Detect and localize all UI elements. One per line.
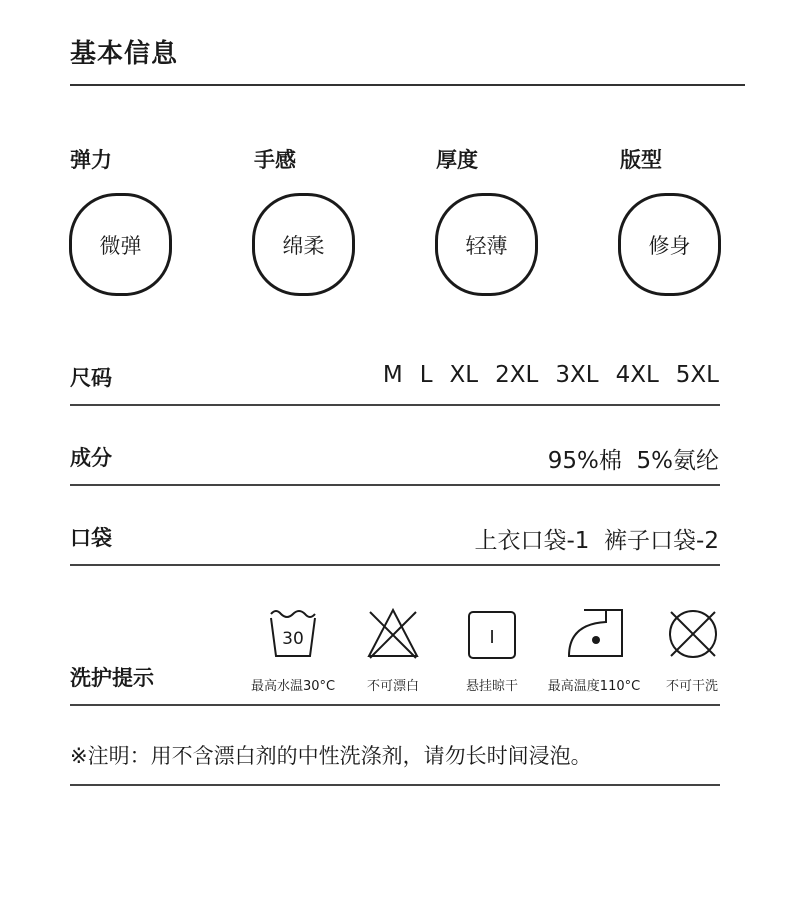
attr-value-text: 轻薄 [465,233,508,258]
attr-label-feel: 手感 [254,148,296,172]
pockets-value: 上衣口袋-1 裤子口袋-2 [474,528,719,554]
size-option: 2XL [495,362,539,388]
section-title: 基本信息 [70,39,179,69]
attr-value-elasticity [69,193,172,296]
attr-value-text: 修身 [648,233,691,258]
row-divider [70,484,720,486]
size-option: L [419,362,433,388]
care-label: 洗护提示 [70,666,154,690]
care-note: ※注明：用不含漂白剂的中性洗涤剂，请勿长时间浸泡。 [70,744,592,768]
wash-30-icon [268,606,318,658]
hang-dry-shade-icon [467,610,517,660]
size-option: 4XL [615,362,659,388]
composition-label: 成分 [70,446,112,470]
care-caption: 最高温度110°C [547,679,641,694]
row-divider [70,564,720,566]
wash-temp-text: 30 [282,629,304,649]
size-label: 尺码 [70,366,112,390]
attr-value-feel [252,193,355,296]
iron-110-icon [566,606,626,660]
no-dry-clean-icon [667,608,719,660]
row-divider [70,404,720,406]
no-bleach-icon [366,606,420,660]
attr-label-elasticity: 弹力 [70,148,112,172]
hang-dry-symbol-text: I [489,627,495,648]
row-divider [70,704,720,706]
size-option: XL [449,362,479,388]
pockets-label: 口袋 [70,526,112,550]
size-options [366,362,719,388]
attr-value-thickness [435,193,538,296]
attr-value-text: 微弹 [99,233,142,258]
size-option: M [382,362,403,388]
care-caption: 不可漂白 [366,679,420,694]
care-caption: 最高水温30°C [250,679,336,694]
attr-value-fit [618,193,721,296]
attr-label-fit: 版型 [620,148,662,172]
attr-label-thickness: 厚度 [436,148,478,172]
attr-value-text: 绵柔 [282,233,325,258]
row-divider [70,784,720,786]
size-option: 5XL [675,362,719,388]
care-caption: 悬挂晾干 [465,679,519,694]
care-caption: 不可干洗 [665,679,719,694]
composition-value: 95%棉 5%氨纶 [547,448,719,474]
size-option: 3XL [555,362,599,388]
title-divider [70,84,745,86]
